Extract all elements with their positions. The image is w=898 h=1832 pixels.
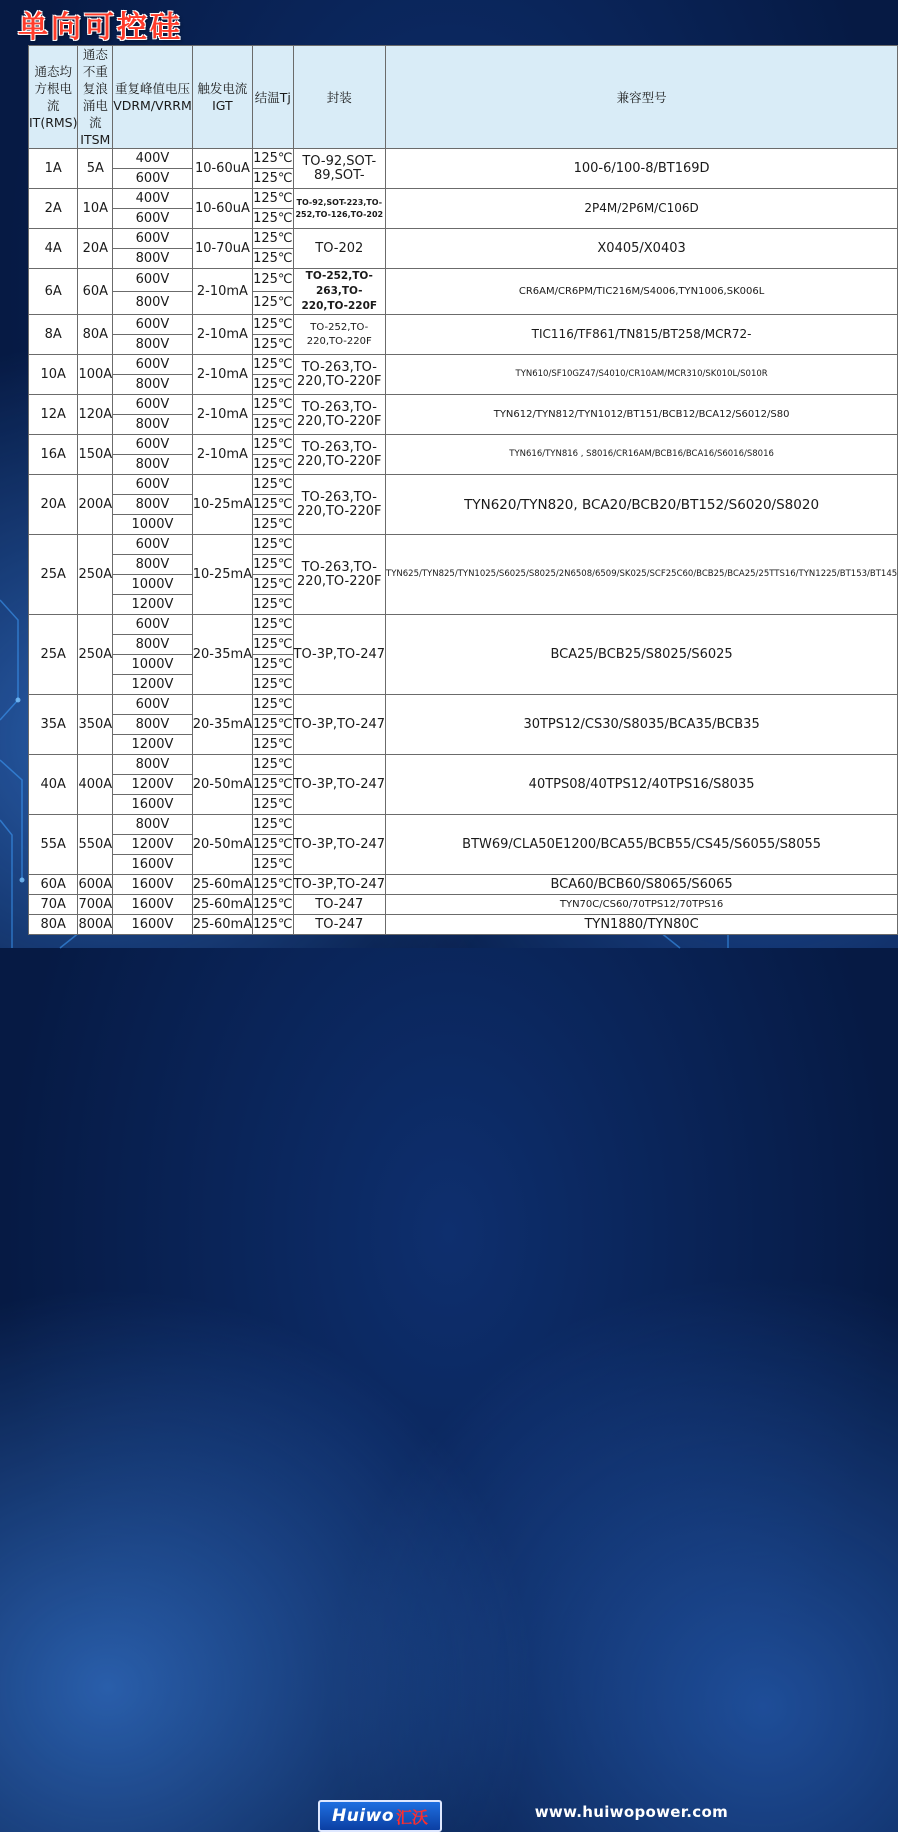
cell-tj: 125℃ [253, 189, 293, 209]
cell-it: 12A [29, 395, 78, 435]
logo-text: Huiwo [331, 1806, 395, 1826]
cell-compat: TYN610/SF10GZ47/S4010/CR10AM/MCR310/SK010L/S010R [386, 355, 898, 395]
cell-package: TO-252,TO-220,TO-220F [293, 315, 386, 355]
cell-it: 80A [29, 915, 78, 935]
cell-tj: 125℃ [253, 595, 293, 615]
cell-itsm: 200A [78, 475, 113, 535]
cell-it: 25A [29, 535, 78, 615]
cell-tj: 125℃ [253, 795, 293, 815]
cell-compat: TYN1880/TYN80C [386, 915, 898, 935]
cell-igt: 2-10mA [192, 269, 252, 315]
cell-itsm: 400A [78, 755, 113, 815]
table-row [29, 189, 898, 209]
cell-vdrm: 800V [113, 292, 193, 315]
cell-it: 70A [29, 895, 78, 915]
cell-itsm: 5A [78, 149, 113, 189]
cell-vdrm: 1600V [113, 915, 193, 935]
cell-vdrm: 1200V [113, 675, 193, 695]
cell-tj: 125℃ [253, 149, 293, 169]
cell-vdrm: 800V [113, 455, 193, 475]
cell-it: 4A [29, 229, 78, 269]
cell-compat: X0405/X0403 [386, 229, 898, 269]
cell-vdrm: 1600V [113, 875, 193, 895]
cell-igt: 20-35mA [192, 695, 252, 755]
header-compat: 兼容型号 [386, 46, 898, 149]
cell-vdrm: 800V [113, 249, 193, 269]
cell-igt: 10-60uA [192, 149, 252, 189]
cell-itsm: 80A [78, 315, 113, 355]
thyristor-spec-table [28, 45, 898, 935]
cell-tj: 125℃ [253, 292, 293, 315]
cell-tj: 125℃ [253, 615, 293, 635]
cell-itsm: 250A [78, 535, 113, 615]
cell-it: 40A [29, 755, 78, 815]
cell-it: 20A [29, 475, 78, 535]
cell-vdrm: 600V [113, 315, 193, 335]
cell-tj: 125℃ [253, 209, 293, 229]
cell-tj: 125℃ [253, 515, 293, 535]
cell-compat: TYN70C/CS60/70TPS12/70TPS16 [386, 895, 898, 915]
cell-tj: 125℃ [253, 435, 293, 455]
cell-vdrm: 600V [113, 269, 193, 292]
cell-tj: 125℃ [253, 655, 293, 675]
cell-tj: 125℃ [253, 575, 293, 595]
cell-igt: 10-60uA [192, 189, 252, 229]
cell-tj: 125℃ [253, 335, 293, 355]
cell-compat: 40TPS08/40TPS12/40TPS16/S8035 [386, 755, 898, 815]
cell-tj: 125℃ [253, 875, 293, 895]
header-tj: 结温Tj [253, 46, 293, 149]
cell-itsm: 100A [78, 355, 113, 395]
table-row [29, 149, 898, 169]
cell-compat: TYN620/TYN820, BCA20/BCB20/BT152/S6020/S8020 [386, 475, 898, 535]
cell-igt: 20-50mA [192, 755, 252, 815]
cell-itsm: 700A [78, 895, 113, 915]
cell-tj: 125℃ [253, 355, 293, 375]
cell-it: 25A [29, 615, 78, 695]
cell-itsm: 120A [78, 395, 113, 435]
cell-it: 8A [29, 315, 78, 355]
cell-vdrm: 400V [113, 189, 193, 209]
cell-tj: 125℃ [253, 415, 293, 435]
table-row [29, 355, 898, 375]
cell-igt: 10-70uA [192, 229, 252, 269]
table-row [29, 435, 898, 455]
table-row [29, 315, 898, 335]
cell-compat: 100-6/100-8/BT169D [386, 149, 898, 189]
cell-igt: 25-60mA [192, 915, 252, 935]
cell-tj: 125℃ [253, 695, 293, 715]
table-row [29, 535, 898, 555]
cell-tj: 125℃ [253, 375, 293, 395]
cell-vdrm: 600V [113, 615, 193, 635]
website-url: www.huiwopower.com [534, 1803, 728, 1821]
header-it: 通态均方根电流IT(RMS) [29, 46, 78, 149]
cell-tj: 125℃ [253, 249, 293, 269]
cell-igt: 20-35mA [192, 615, 252, 695]
cell-package: TO-3P,TO-247 [293, 875, 386, 895]
table-row [29, 475, 898, 495]
cell-compat: 30TPS12/CS30/S8035/BCA35/BCB35 [386, 695, 898, 755]
table-row [29, 269, 898, 292]
cell-igt: 2-10mA [192, 355, 252, 395]
cell-igt: 2-10mA [192, 395, 252, 435]
spec-table-body [29, 149, 898, 935]
table-row [29, 229, 898, 249]
cell-vdrm: 800V [113, 375, 193, 395]
cell-igt: 10-25mA [192, 535, 252, 615]
cell-vdrm: 600V [113, 695, 193, 715]
cell-it: 55A [29, 815, 78, 875]
cell-vdrm: 800V [113, 555, 193, 575]
cell-itsm: 350A [78, 695, 113, 755]
cell-tj: 125℃ [253, 269, 293, 292]
table-row [29, 875, 898, 895]
cell-vdrm: 1000V [113, 515, 193, 535]
cell-igt: 2-10mA [192, 315, 252, 355]
cell-tj: 125℃ [253, 775, 293, 795]
cell-vdrm: 1200V [113, 595, 193, 615]
cell-it: 10A [29, 355, 78, 395]
brand-logo [318, 1800, 442, 1832]
cell-vdrm: 1600V [113, 855, 193, 875]
cell-igt: 2-10mA [192, 435, 252, 475]
cell-vdrm: 1000V [113, 655, 193, 675]
cell-tj: 125℃ [253, 315, 293, 335]
cell-vdrm: 600V [113, 475, 193, 495]
cell-compat: TIC116/TF861/TN815/BT258/MCR72- [386, 315, 898, 355]
cell-tj: 125℃ [253, 715, 293, 735]
cell-tj: 125℃ [253, 675, 293, 695]
cell-vdrm: 600V [113, 355, 193, 375]
cell-package: TO-92,SOT-223,TO-252,TO-126,TO-202 [293, 189, 386, 229]
cell-it: 1A [29, 149, 78, 189]
cell-itsm: 20A [78, 229, 113, 269]
cell-package: TO-3P,TO-247 [293, 615, 386, 695]
cell-compat: CR6AM/CR6PM/TIC216M/S4006,TYN1006,SK006L [386, 269, 898, 315]
cell-compat: TYN625/TYN825/TYN1025/S6025/S8025/2N6508/6509/SK025/SCF25C60/BCB25/BCA25/25TTS16/TYN1225/BT153/BT145 [386, 535, 898, 615]
cell-compat: 2P4M/2P6M/C106D [386, 189, 898, 229]
cell-tj: 125℃ [253, 855, 293, 875]
cell-itsm: 600A [78, 875, 113, 895]
cell-it: 35A [29, 695, 78, 755]
cell-tj: 125℃ [253, 835, 293, 855]
cell-tj: 125℃ [253, 895, 293, 915]
cell-vdrm: 600V [113, 169, 193, 189]
cell-package: TO-3P,TO-247 [293, 755, 386, 815]
cell-it: 2A [29, 189, 78, 229]
logo-cn-text: 汇沃 [396, 1807, 429, 1827]
cell-vdrm: 800V [113, 715, 193, 735]
table-row [29, 395, 898, 415]
cell-vdrm: 600V [113, 395, 193, 415]
cell-compat: BTW69/CLA50E1200/BCA55/BCB55/CS45/S6055/S8055 [386, 815, 898, 875]
cell-vdrm: 800V [113, 495, 193, 515]
cell-vdrm: 1200V [113, 735, 193, 755]
footer [0, 896, 750, 1827]
cell-vdrm: 800V [113, 755, 193, 775]
cell-itsm: 250A [78, 615, 113, 695]
cell-package: TO-3P,TO-247 [293, 815, 386, 875]
cell-compat: TYN616/TYN816 , S8016/CR16AM/BCB16/BCA16/S6016/S8016 [386, 435, 898, 475]
cell-tj: 125℃ [253, 229, 293, 249]
cell-package: TO-247 [293, 915, 386, 935]
cell-tj: 125℃ [253, 555, 293, 575]
cell-itsm: 550A [78, 815, 113, 875]
cell-tj: 125℃ [253, 495, 293, 515]
cell-package: TO-3P,TO-247 [293, 695, 386, 755]
cell-vdrm: 1200V [113, 835, 193, 855]
table-row [29, 615, 898, 635]
cell-igt: 20-50mA [192, 815, 252, 875]
cell-package: TO-263,TO-220,TO-220F [293, 475, 386, 535]
cell-tj: 125℃ [253, 475, 293, 495]
title-band [0, 0, 750, 44]
cell-it: 16A [29, 435, 78, 475]
cell-igt: 25-60mA [192, 895, 252, 915]
cell-vdrm: 800V [113, 335, 193, 355]
cell-vdrm: 400V [113, 149, 193, 169]
cell-package: TO-202 [293, 229, 386, 269]
cell-compat: TYN612/TYN812/TYN1012/BT151/BCB12/BCA12/S6012/S80 [386, 395, 898, 435]
cell-it: 6A [29, 269, 78, 315]
cell-vdrm: 600V [113, 435, 193, 455]
cell-package: TO-263,TO-220,TO-220F [293, 355, 386, 395]
cell-package: TO-263,TO-220,TO-220F [293, 435, 386, 475]
cell-it: 60A [29, 875, 78, 895]
cell-igt: 25-60mA [192, 875, 252, 895]
header-package: 封装 [293, 46, 386, 149]
cell-tj: 125℃ [253, 735, 293, 755]
cell-tj: 125℃ [253, 815, 293, 835]
cell-package: TO-263,TO-220,TO-220F [293, 535, 386, 615]
cell-package: TO-247 [293, 895, 386, 915]
cell-tj: 125℃ [253, 395, 293, 415]
cell-vdrm: 1200V [113, 775, 193, 795]
cell-vdrm: 600V [113, 535, 193, 555]
table-row [29, 695, 898, 715]
cell-package: TO-263,TO-220,TO-220F [293, 395, 386, 435]
cell-itsm: 800A [78, 915, 113, 935]
cell-tj: 125℃ [253, 635, 293, 655]
header-itsm: 通态不重复浪涌电流ITSM [78, 46, 113, 149]
cell-vdrm: 1600V [113, 895, 193, 915]
header-vdrm: 重复峰值电压VDRM/VRRM [113, 46, 193, 149]
cell-tj: 125℃ [253, 535, 293, 555]
cell-tj: 125℃ [253, 755, 293, 775]
cell-vdrm: 800V [113, 815, 193, 835]
cell-itsm: 150A [78, 435, 113, 475]
cell-compat: BCA60/BCB60/S8065/S6065 [386, 875, 898, 895]
cell-vdrm: 1000V [113, 575, 193, 595]
cell-package: TO-92,SOT-89,SOT- [293, 149, 386, 189]
cell-package: TO-252,TO-263,TO-220,TO-220F [293, 269, 386, 315]
header-igt: 触发电流IGT [192, 46, 252, 149]
cell-vdrm: 800V [113, 635, 193, 655]
cell-tj: 125℃ [253, 169, 293, 189]
cell-tj: 125℃ [253, 455, 293, 475]
cell-vdrm: 1600V [113, 795, 193, 815]
table-row [29, 755, 898, 775]
table-row [29, 815, 898, 835]
cell-itsm: 10A [78, 189, 113, 229]
cell-vdrm: 800V [113, 415, 193, 435]
cell-vdrm: 600V [113, 209, 193, 229]
cell-compat: BCA25/BCB25/S8025/S6025 [386, 615, 898, 695]
cell-itsm: 60A [78, 269, 113, 315]
cell-igt: 10-25mA [192, 475, 252, 535]
cell-vdrm: 600V [113, 229, 193, 249]
page-title: 单向可控硅 [18, 10, 183, 45]
cell-tj: 125℃ [253, 915, 293, 935]
